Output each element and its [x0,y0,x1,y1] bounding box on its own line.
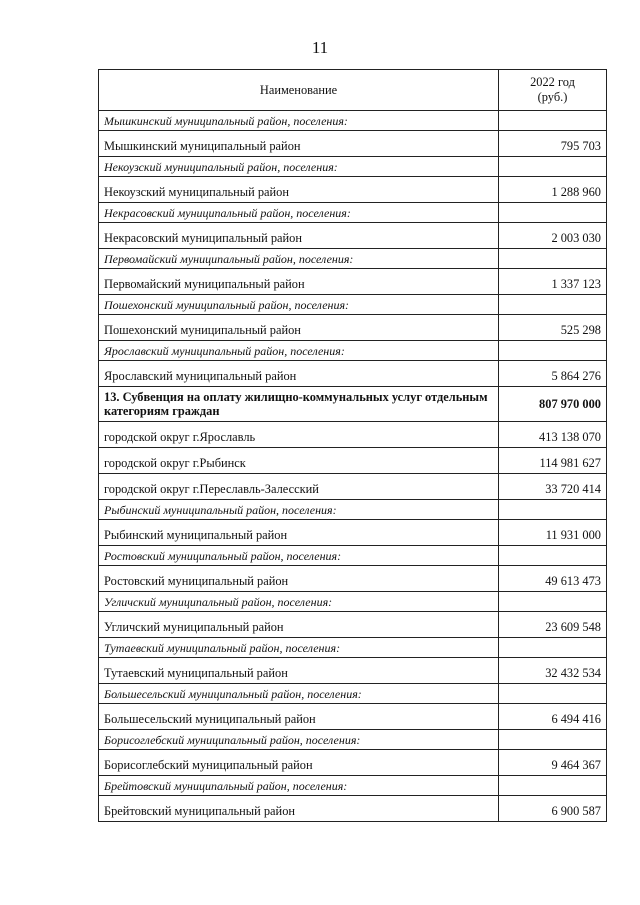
row-value: 1 337 123 [499,269,607,295]
table-row [99,269,607,295]
table-row [99,520,607,546]
section-row [99,387,607,422]
table-row [99,448,607,474]
column-header-name: Наименование [99,70,499,111]
group-header-row [99,776,607,796]
row-name: Пошехонский муниципальный район [99,315,499,341]
row-name: Тутаевский муниципальный район, поселения: [99,638,499,658]
row-value [499,592,607,612]
row-name: Некрасовский муниципальный район [99,223,499,249]
row-name: Рыбинский муниципальный район [99,520,499,546]
row-name: городской округ г.Ярославль [99,422,499,448]
group-header-row [99,730,607,750]
table-row [99,796,607,822]
row-name: Ростовский муниципальный район, поселения: [99,546,499,566]
group-header-row [99,638,607,658]
row-name: Большесельский муниципальный район, поселения: [99,684,499,704]
group-header-row [99,111,607,131]
column-header-unit: (руб.) [537,90,568,104]
row-value: 5 864 276 [499,361,607,387]
row-value [499,295,607,315]
row-value: 49 613 473 [499,566,607,592]
row-name: Пошехонский муниципальный район, поселения: [99,295,499,315]
page-number: 11 [311,38,329,57]
row-value [499,638,607,658]
row-value [499,203,607,223]
group-header-row [99,592,607,612]
table-header [99,70,607,111]
table-row [99,474,607,500]
row-name: Ярославский муниципальный район, поселения: [99,341,499,361]
row-value: 11 931 000 [499,520,607,546]
budget-table [98,69,607,822]
row-value: 6 900 587 [499,796,607,822]
row-value [499,500,607,520]
table-row [99,704,607,730]
header-row [99,70,607,111]
table-row [99,177,607,203]
row-name: Борисоглебский муниципальный район [99,750,499,776]
row-name: Первомайский муниципальный район, поселения: [99,249,499,269]
row-name: Некрасовский муниципальный район, поселения: [99,203,499,223]
table-row [99,131,607,157]
row-name: Угличский муниципальный район [99,612,499,638]
table-row [99,422,607,448]
group-header-row [99,341,607,361]
table-row [99,223,607,249]
table-row [99,750,607,776]
row-value: 795 703 [499,131,607,157]
row-name: Первомайский муниципальный район [99,269,499,295]
row-value: 413 138 070 [499,422,607,448]
row-name: Некоузский муниципальный район, поселения: [99,157,499,177]
row-value [499,730,607,750]
group-header-row [99,500,607,520]
row-value: 9 464 367 [499,750,607,776]
column-header-year [499,70,607,111]
table-body [99,111,607,822]
row-value [499,249,607,269]
row-name: Некоузский муниципальный район [99,177,499,203]
group-header-row [99,203,607,223]
table-row [99,315,607,341]
row-name: Мышкинский муниципальный район [99,131,499,157]
row-value [499,776,607,796]
row-name: городской округ г.Рыбинск [99,448,499,474]
row-value: 807 970 000 [499,387,607,422]
table-row [99,658,607,684]
row-value: 32 432 534 [499,658,607,684]
table-row [99,612,607,638]
row-name: Тутаевский муниципальный район [99,658,499,684]
row-value: 114 981 627 [499,448,607,474]
group-header-row [99,546,607,566]
row-name: Рыбинский муниципальный район, поселения: [99,500,499,520]
row-value [499,684,607,704]
row-value: 2 003 030 [499,223,607,249]
row-value [499,546,607,566]
group-header-row [99,684,607,704]
column-header-year-label: 2022 год [530,75,575,89]
row-value [499,157,607,177]
group-header-row [99,157,607,177]
table-row [99,361,607,387]
row-value: 6 494 416 [499,704,607,730]
row-name: Большесельский муниципальный район [99,704,499,730]
row-name: Ростовский муниципальный район [99,566,499,592]
row-name: Брейтовский муниципальный район, поселения: [99,776,499,796]
row-value: 525 298 [499,315,607,341]
row-value [499,111,607,131]
row-name: Ярославский муниципальный район [99,361,499,387]
table-row [99,566,607,592]
row-value: 1 288 960 [499,177,607,203]
row-value: 33 720 414 [499,474,607,500]
row-name: Борисоглебский муниципальный район, поселения: [99,730,499,750]
row-value: 23 609 548 [499,612,607,638]
group-header-row [99,295,607,315]
row-name: Брейтовский муниципальный район [99,796,499,822]
row-name: Угличский муниципальный район, поселения: [99,592,499,612]
row-name: 13. Субвенция на оплату жилищно-коммунальных услуг отдельным категориям граждан [99,387,499,422]
row-name: Мышкинский муниципальный район, поселения: [99,111,499,131]
group-header-row [99,249,607,269]
row-value [499,341,607,361]
row-name: городской округ г.Переславль-Залесский [99,474,499,500]
